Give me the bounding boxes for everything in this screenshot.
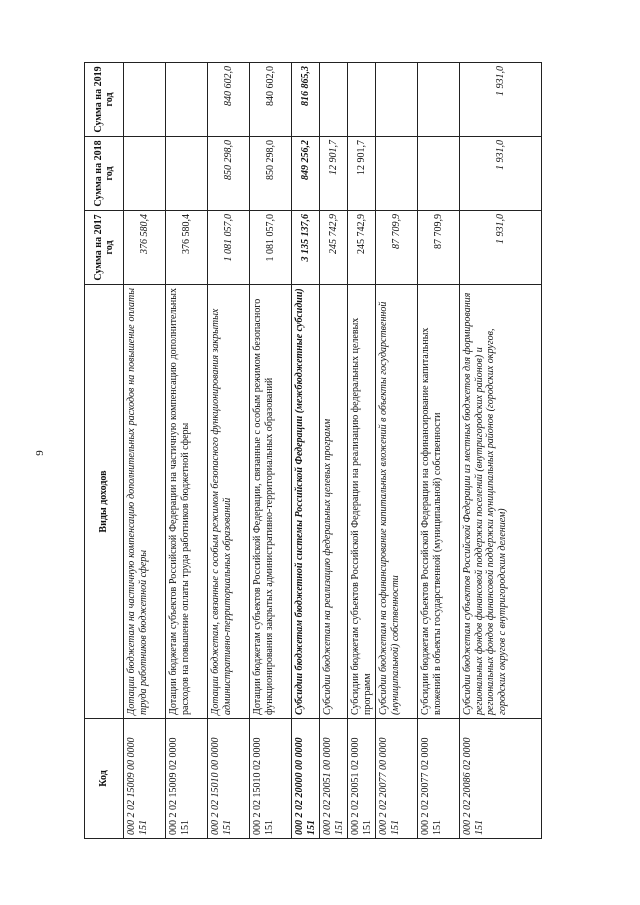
cell-code: 000 2 02 15009 00 0000 151 bbox=[124, 719, 166, 839]
income-table bbox=[84, 62, 542, 839]
table-row bbox=[166, 63, 208, 839]
cell-code: 000 2 02 20077 00 0000 151 bbox=[376, 719, 418, 839]
header-code: Код bbox=[85, 719, 124, 839]
cell-2019 bbox=[418, 63, 460, 137]
cell-2018: 12 901,7 bbox=[348, 137, 376, 211]
cell-2019 bbox=[166, 63, 208, 137]
cell-2017: 1 081 057,0 bbox=[208, 211, 250, 285]
cell-2018: 850 298,0 bbox=[208, 137, 250, 211]
cell-2017: 245 742,9 bbox=[320, 211, 348, 285]
cell-2018: 12 901,7 bbox=[320, 137, 348, 211]
cell-2017: 376 580,4 bbox=[166, 211, 208, 285]
cell-2017: 376 580,4 bbox=[124, 211, 166, 285]
cell-code: 000 2 02 20086 02 0000 151 bbox=[460, 719, 542, 839]
table-row bbox=[376, 63, 418, 839]
header-2019: Сумма на 2019 год bbox=[85, 63, 124, 137]
cell-2018: 1 931,0 bbox=[460, 137, 542, 211]
table-row bbox=[124, 63, 166, 839]
cell-code: 000 2 02 20077 02 0000 151 bbox=[418, 719, 460, 839]
cell-2017: 87 709,9 bbox=[376, 211, 418, 285]
cell-2017: 1 931,0 bbox=[460, 211, 542, 285]
cell-name: Субсидии бюджетам бюджетной системы Российской Федерации (межбюджетные субсидии) bbox=[292, 285, 320, 719]
header-2017: Сумма на 2017 год bbox=[85, 211, 124, 285]
cell-2019: 840 602,0 bbox=[250, 63, 292, 137]
cell-code: 000 2 02 20051 00 0000 151 bbox=[320, 719, 348, 839]
cell-name: Дотации бюджетам субъектов Российской Федерации на частичную компенсацию дополнительных расходов на повышение оплаты труда работников бюджетной сферы bbox=[166, 285, 208, 719]
cell-2017: 3 135 137,6 bbox=[292, 211, 320, 285]
cell-2018 bbox=[166, 137, 208, 211]
table-row bbox=[460, 63, 542, 839]
cell-2018: 850 298,0 bbox=[250, 137, 292, 211]
cell-code: 000 2 02 15010 00 0000 151 bbox=[208, 719, 250, 839]
cell-code: 000 2 02 20000 00 0000 151 bbox=[292, 719, 320, 839]
cell-code: 000 2 02 15010 02 0000 151 bbox=[250, 719, 292, 839]
cell-2017: 1 081 057,0 bbox=[250, 211, 292, 285]
cell-name: Субсидии бюджетам на реализацию федеральных целевых программ bbox=[320, 285, 348, 719]
cell-2019: 816 865,3 bbox=[292, 63, 320, 137]
cell-name: Субсидии бюджетам субъектов Российской Федерации из местных бюджетов для формирования региональных фондов финансовой поддержки поселений (внутригородских районов) и региональных фондов финансовой поддержки муниципальных районов (городских округов, городских округов с внутригородским делением) bbox=[460, 285, 542, 719]
cell-name: Дотации бюджетам, связанные с особым режимом безопасного функционирования закрытых административно-территориальных образований bbox=[208, 285, 250, 719]
table-row bbox=[292, 63, 320, 839]
cell-name: Дотации бюджетам на частичную компенсацию дополнительных расходов на повышение оплаты труда работников бюджетной сферы bbox=[124, 285, 166, 719]
cell-2019 bbox=[348, 63, 376, 137]
table-row bbox=[208, 63, 250, 839]
cell-2019 bbox=[320, 63, 348, 137]
table-row bbox=[320, 63, 348, 839]
page-number: 9 bbox=[33, 450, 46, 456]
table-row bbox=[250, 63, 292, 839]
rotated-table-container bbox=[84, 63, 552, 839]
cell-2019 bbox=[124, 63, 166, 137]
cell-2018: 849 256,2 bbox=[292, 137, 320, 211]
table-row bbox=[418, 63, 460, 839]
cell-name: Субсидии бюджетам субъектов Российской Федерации на софинансирование капитальных вложений в объекты государственной (муниципальной) собственности bbox=[418, 285, 460, 719]
cell-name: Субсидии бюджетам на софинансирование капитальных вложений в объекты государственной (муниципальной) собственности bbox=[376, 285, 418, 719]
cell-code: 000 2 02 15009 02 0000 151 bbox=[166, 719, 208, 839]
header-2018: Сумма на 2018 год bbox=[85, 137, 124, 211]
cell-2019 bbox=[376, 63, 418, 137]
cell-name: Субсидии бюджетам субъектов Российской Федерации на реализацию федеральных целевых программ bbox=[348, 285, 376, 719]
cell-2019: 840 602,0 bbox=[208, 63, 250, 137]
cell-2018 bbox=[418, 137, 460, 211]
cell-2018 bbox=[124, 137, 166, 211]
cell-2017: 87 709,9 bbox=[418, 211, 460, 285]
cell-2019: 1 931,0 bbox=[460, 63, 542, 137]
header-name: Виды доходов bbox=[85, 285, 124, 719]
cell-name: Дотации бюджетам субъектов Российской Федерации, связанные с особым режимом безопасного функционирования закрытых административно-территориальных образований bbox=[250, 285, 292, 719]
table-row bbox=[348, 63, 376, 839]
cell-code: 000 2 02 20051 02 0000 151 bbox=[348, 719, 376, 839]
cell-2018 bbox=[376, 137, 418, 211]
table-header-row bbox=[85, 63, 124, 839]
cell-2017: 245 742,9 bbox=[348, 211, 376, 285]
